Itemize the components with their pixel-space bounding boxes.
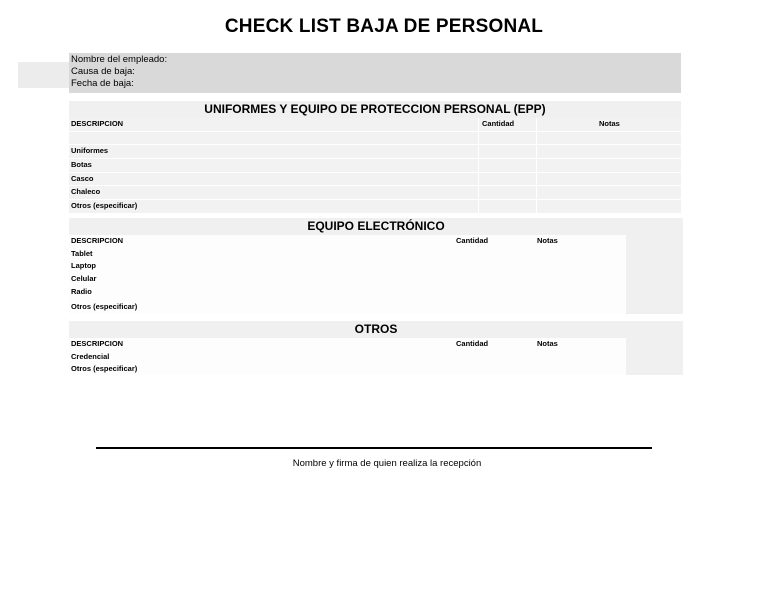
electronic-item-row[interactable] <box>69 260 683 273</box>
electronic-item-row[interactable] <box>69 248 683 261</box>
signature-label: Nombre y firma de quien realiza la recepción <box>292 458 482 469</box>
electronic-section-title: EQUIPO ELECTRÓNICO <box>69 218 683 235</box>
epp-col-descripcion: DESCRIPCION <box>71 119 124 128</box>
epp-notes-cell[interactable] <box>536 200 681 213</box>
termination-date-label: Fecha de baja: <box>71 78 134 89</box>
termination-reason-label: Causa de baja: <box>71 66 135 77</box>
epp-notes-cell[interactable] <box>536 145 681 158</box>
employee-info-block <box>69 53 681 93</box>
electronic-col-notas: Notas <box>537 236 558 245</box>
epp-notes-cell[interactable] <box>536 159 681 172</box>
epp-item-row <box>69 159 681 173</box>
other-item-label: Credencial <box>71 351 110 361</box>
other-col-notas: Notas <box>537 339 558 348</box>
epp-quantity-cell[interactable] <box>478 173 536 186</box>
other-col-descripcion: DESCRIPCION <box>71 339 124 348</box>
electronic-table <box>69 235 683 314</box>
epp-notes-cell[interactable] <box>536 173 681 186</box>
other-section-title: OTROS <box>69 321 683 338</box>
other-item-row[interactable] <box>69 351 683 364</box>
epp-quantity-cell[interactable] <box>478 186 536 199</box>
electronic-col-cantidad: Cantidad <box>456 236 489 245</box>
side-shade <box>18 62 70 88</box>
other-table <box>69 338 683 375</box>
epp-blank-row <box>69 132 681 146</box>
epp-item-label: Uniformes <box>71 146 109 156</box>
epp-col-notas: Notas <box>599 119 620 128</box>
epp-quantity-cell[interactable] <box>478 159 536 172</box>
epp-item-row <box>69 186 681 200</box>
electronic-item-label: Laptop <box>71 261 96 271</box>
page-title: CHECK LIST BAJA DE PERSONAL <box>224 16 544 37</box>
other-item-label: Otros (especificar) <box>71 364 138 374</box>
electronic-item-row[interactable] <box>69 286 683 299</box>
other-header-row <box>69 338 683 351</box>
other-section <box>69 321 683 375</box>
epp-item-row <box>69 145 681 159</box>
epp-section-title: UNIFORMES Y EQUIPO DE PROTECCION PERSONAL (EPP) <box>69 101 681 118</box>
other-col-cantidad: Cantidad <box>456 339 489 348</box>
epp-section <box>69 101 681 214</box>
signature-line <box>96 447 652 449</box>
epp-quantity-cell[interactable] <box>478 145 536 158</box>
epp-item-label: Casco <box>71 173 94 183</box>
electronic-item-label: Radio <box>71 286 92 296</box>
electronic-item-label: Otros (especificar) <box>71 302 138 312</box>
electronic-item-label: Celular <box>71 274 97 284</box>
electronic-header-row <box>69 235 683 248</box>
electronic-item-row[interactable] <box>69 298 683 314</box>
epp-item-row <box>69 173 681 187</box>
other-item-row[interactable] <box>69 363 683 375</box>
electronic-col-descripcion: DESCRIPCION <box>71 236 124 245</box>
epp-header-row <box>69 118 681 132</box>
electronic-item-row[interactable] <box>69 273 683 286</box>
electronic-item-label: Tablet <box>71 248 93 258</box>
epp-col-cantidad: Cantidad <box>482 119 515 128</box>
epp-item-label: Otros (especificar) <box>71 201 138 211</box>
epp-quantity-cell[interactable] <box>478 200 536 213</box>
epp-notes-cell[interactable] <box>536 186 681 199</box>
employee-name-label: Nombre del empleado: <box>71 54 168 65</box>
epp-item-row <box>69 200 681 214</box>
epp-item-label: Botas <box>71 160 92 170</box>
epp-item-label: Chaleco <box>71 187 101 197</box>
electronic-section <box>69 218 683 314</box>
